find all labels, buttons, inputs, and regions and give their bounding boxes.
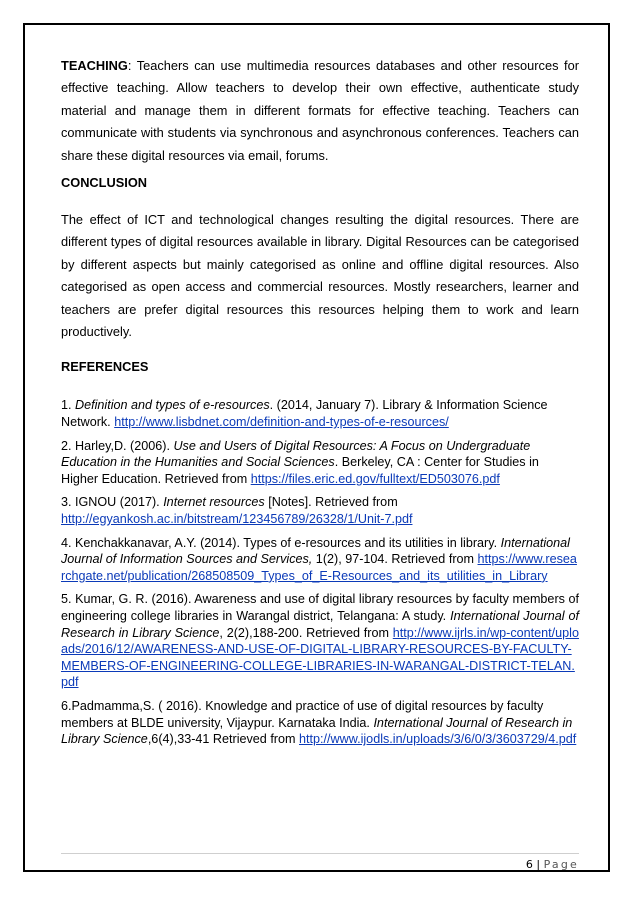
conclusion-body: The effect of ICT and technological changes resulting the digital resources. There are different types of digital resources available in library. Digital Resources can be categorised by different aspects but mainly categorised as online and offline digital resources. Also categorised as open access and commercial resources. Mostly researchers, learner and teachers are prefer digital resources this resources helping them to work and learn productively. (61, 212, 579, 340)
reference-lead: 5. Kumar, G. R. (2016). Awareness and use of digital library resources by faculty members of engineering college libraries in Warangal district, Telangana: A study. (61, 592, 579, 623)
reference-link[interactable]: http://www.ijodls.in/uploads/3/6/0/3/3603729/4.pdf (299, 732, 577, 747)
references-heading: REFERENCES (61, 359, 149, 375)
reference-lead: 6.Padmamma,S. ( 2016). Knowledge and practice of use of digital resources by faculty members at BLDE university, Vijaypur. Karnataka India. (61, 698, 544, 730)
teaching-paragraph (61, 55, 579, 167)
document-body (61, 55, 579, 755)
conclusion-heading: CONCLUSION (61, 175, 148, 191)
reference-number: 1. (61, 398, 76, 413)
reference-item-6 (61, 698, 579, 748)
page-label: Page (543, 858, 579, 871)
teaching-heading: TEACHING (61, 58, 128, 73)
reference-item-4 (61, 535, 579, 585)
reference-item-1 (61, 397, 579, 430)
reference-lead: 2. Harley,D. (2006). (61, 438, 174, 453)
reference-text: . Berkeley, CA : Center for Studies in Higher Education. Retrieved from (61, 455, 539, 486)
reference-lead: 3. IGNOU (2017). (61, 495, 164, 510)
reference-title: Internet resources (163, 495, 265, 510)
reference-item-5 (61, 591, 579, 691)
reference-text: [Notes]. Retrieved from (264, 495, 398, 510)
reference-title: Definition and types of e-resources (75, 398, 270, 413)
reference-link[interactable]: http://www.ijrls.in/wp-content/uploads/2016/12/AWARENESS-AND-USE-OF-DIGITAL-LIBRARY-RESOURCES-BY-FACULTY-MEMBERS-OF-ENGINEERING-COLLEGE-LIBRARIES-IN-WARANGAL-DISTRICT-TELAN.pdf (61, 625, 579, 690)
footer-divider (61, 853, 579, 854)
reference-text: , 2(2),188-200. Retrieved from (219, 625, 393, 640)
footer-separator: | (532, 858, 544, 871)
references-list (61, 397, 579, 747)
reference-link[interactable]: http://egyankosh.ac.in/bitstream/123456789/26328/1/Unit-7.pdf (61, 512, 413, 527)
reference-title: International Journal of Research in Library Science (61, 715, 573, 747)
reference-title: International Journal of Research in Library Science (61, 609, 579, 640)
reference-title: International Journal of Information Sources and Services, (61, 535, 570, 567)
reference-link[interactable]: https://files.eric.ed.gov/fulltext/ED503076.pdf (250, 471, 500, 486)
reference-lead: 4. Kenchakkanavar, A.Y. (2014). Types of e-resources and its utilities in library. (61, 535, 501, 550)
reference-title: Use and Users of Digital Resources: A Focus on Undergraduate Education in the Humanities and Social Sciences (61, 438, 531, 470)
reference-text: . (2014, January 7). Library & Information Science Network. (61, 398, 548, 430)
reference-item-3 (61, 494, 579, 527)
page-footer (61, 858, 579, 872)
page-number: 6 (525, 858, 533, 871)
reference-link[interactable]: http://www.lisbdnet.com/definition-and-types-of-e-resources/ (114, 415, 449, 430)
reference-item-2 (61, 438, 579, 488)
reference-text: ,6(4),33-41 Retrieved from (147, 732, 299, 747)
reference-link[interactable]: https://www.researchgate.net/publication/268508509_Types_of_E-Resources_and_its_utilities_in_Library (61, 552, 577, 583)
teaching-body: : Teachers can use multimedia resources databases and other resources for effective teaching. Allow teachers to develop their own effective, authenticate study material and manage them in different formats for effective teaching. Teachers can communicate with students via synchronous and asynchronous conferences. Teachers can share these digital resources via email, forums. (61, 58, 579, 163)
reference-text: 1(2), 97-104. Retrieved from (312, 552, 478, 567)
